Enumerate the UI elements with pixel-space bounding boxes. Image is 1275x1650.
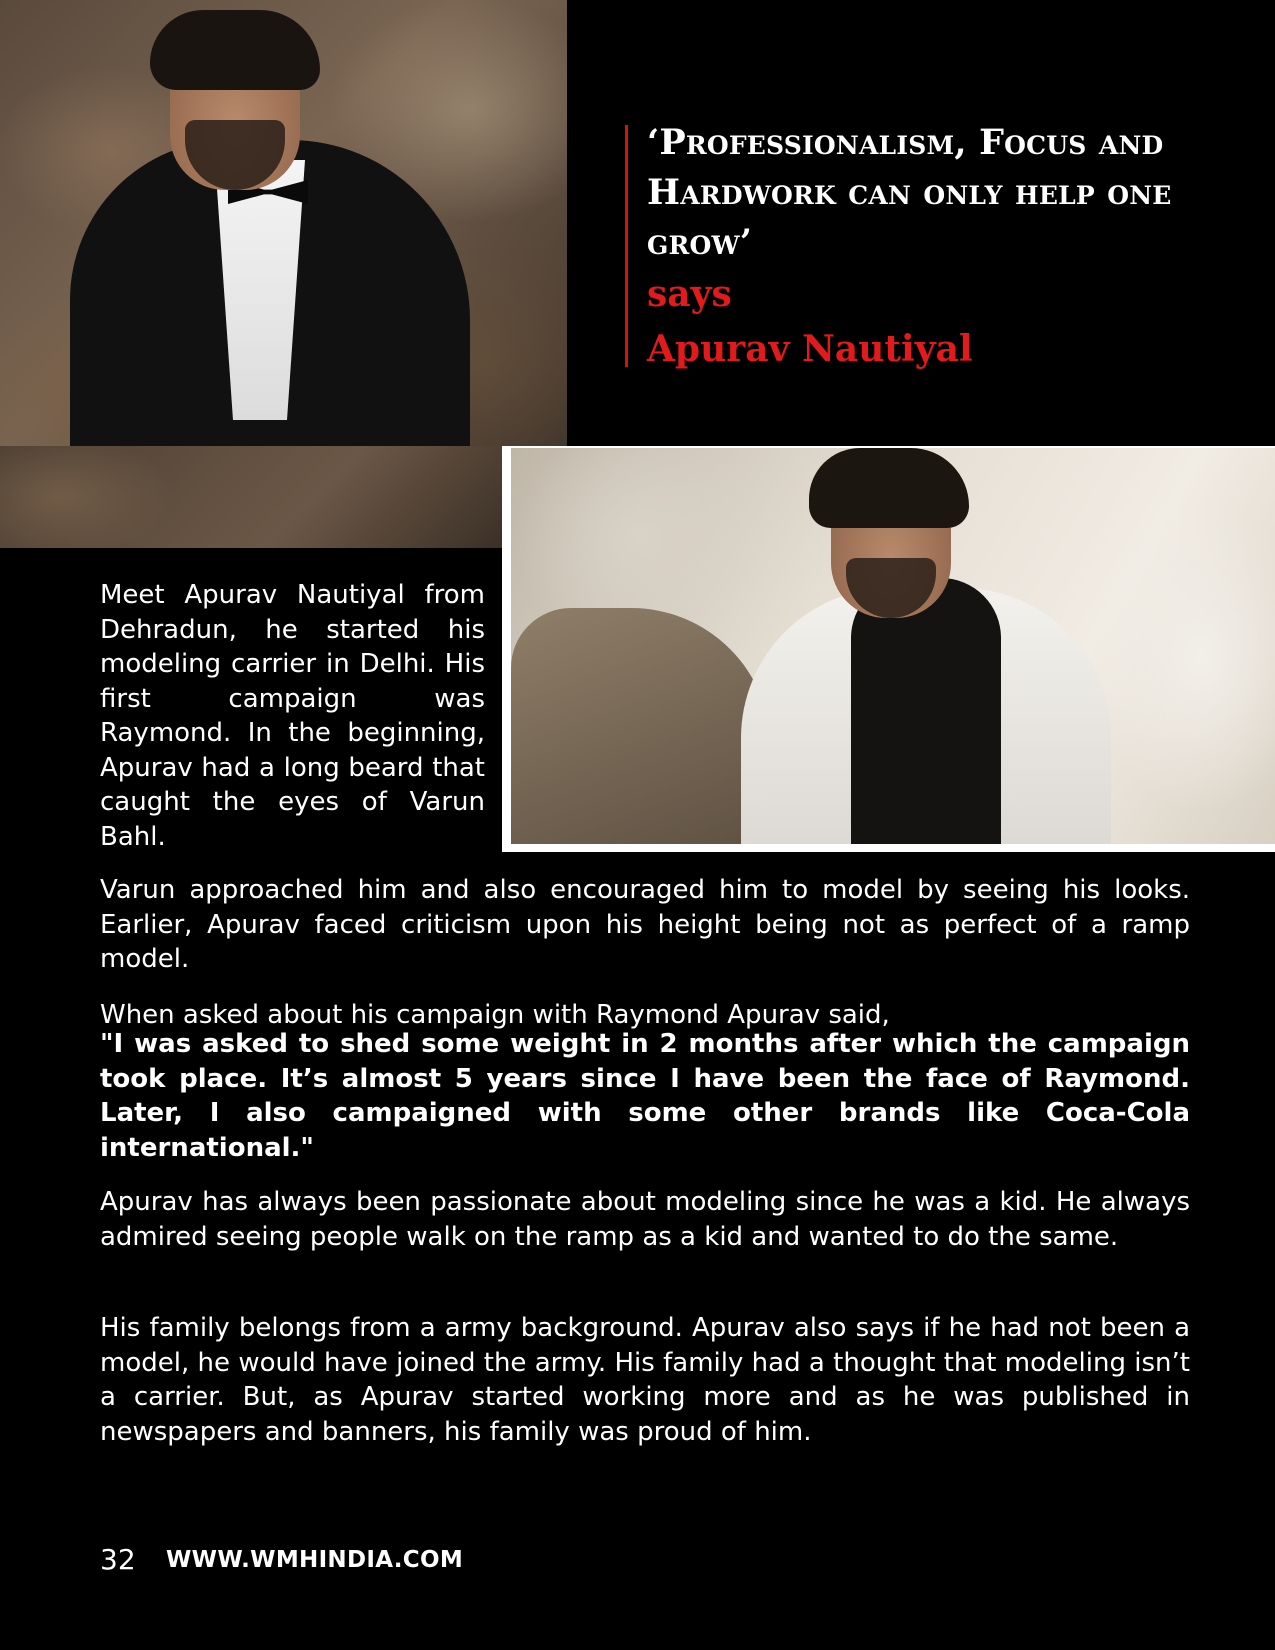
photo-tuxedo-lower — [0, 446, 507, 548]
paragraph: When asked about his campaign with Raymond Apurav said, — [100, 1000, 890, 1030]
article-intro — [100, 578, 485, 854]
hair — [809, 448, 969, 528]
photo-white-jacket — [511, 448, 1275, 844]
photo-tuxedo — [0, 0, 567, 446]
headline-says: says — [647, 273, 732, 315]
headline-quote: ‘Professionalism, Focus and Hardwork can only help one grow’ — [647, 122, 1172, 263]
paragraph: Varun approached him and also encouraged him to model by seeing his looks. Earlier, Apurav faced criticism upon his height being not as perfect of a ramp model. — [100, 875, 1190, 974]
headline-name: Apurav Nautiyal — [647, 328, 973, 370]
article-paragraph-1 — [100, 873, 1190, 977]
paragraph: Apurav has always been passionate about modeling since he was a kid. He always admired seeing people walk on the ramp as a kid and wanted to do the same. — [100, 1187, 1190, 1252]
hair — [150, 10, 320, 90]
quote-accent-bar — [625, 125, 628, 367]
rock — [511, 608, 771, 844]
article-pull-quote — [100, 1027, 1190, 1165]
black-turtleneck — [851, 578, 1001, 844]
paragraph: "I was asked to shed some weight in 2 months after which the campaign took place. It’s almost 5 years since I have been the face of Raymond. Later, I also campaigned with some other brands like Coca-Cola international." — [100, 1029, 1190, 1163]
page-number: 32 — [100, 1543, 136, 1576]
paragraph: His family belongs from a army background. Apurav also says if he had not been a model, he would have joined the army. His family had a thought that modeling isn’t a carrier. But, as Apurav started working more and as he was published in newspapers and banners, his family was proud of him. — [100, 1313, 1190, 1447]
paragraph: Meet Apurav Nautiyal from Dehradun, he started his modeling carrier in Delhi. His first campaign was Raymond. In the beginning, Apurav had a long beard that caught the eyes of Varun Bahl. — [100, 580, 485, 852]
article-paragraph-3 — [100, 1185, 1190, 1254]
website-link[interactable]: WWW.WMHINDIA.COM — [166, 1547, 464, 1573]
article-paragraph-2-lead — [100, 1000, 1190, 1030]
article-paragraph-4 — [100, 1311, 1190, 1449]
